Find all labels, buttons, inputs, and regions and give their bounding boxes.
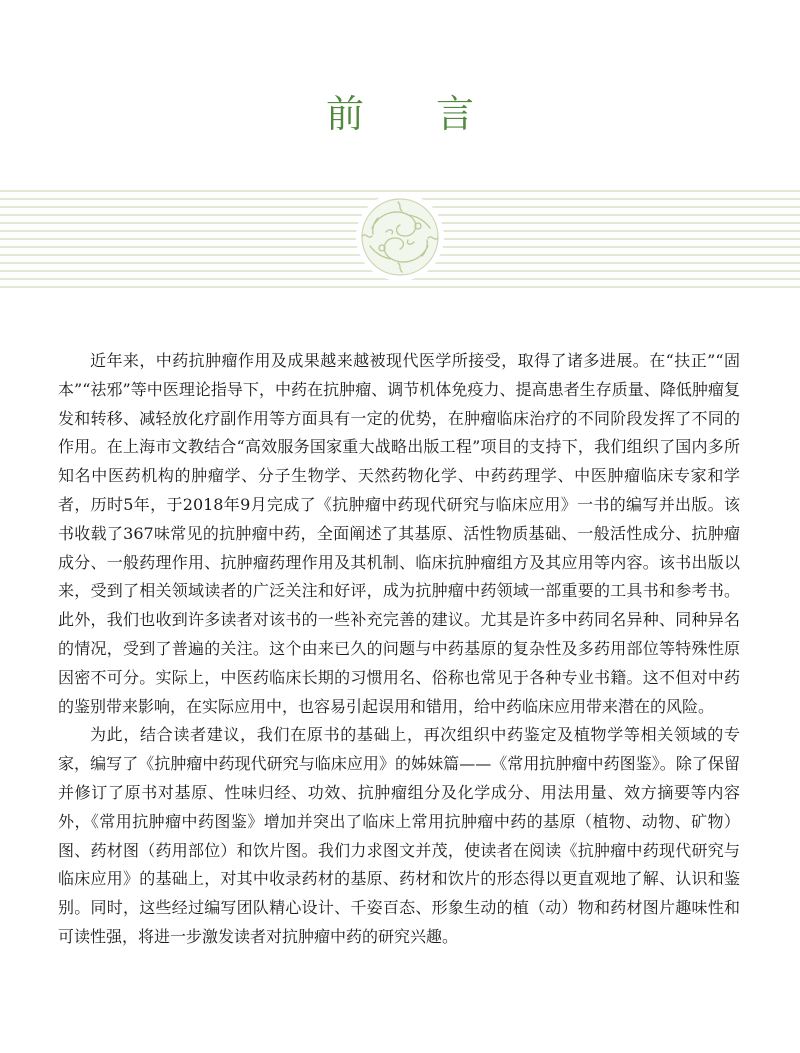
decorative-header-band [0,188,800,294]
preface-body [58,347,740,952]
floral-medallion-icon [356,193,444,281]
page-title: 前 言 [325,92,505,137]
paragraph: 为此，结合读者建议，我们在原书的基础上，再次组织中药鉴定及植物学等相关领域的专家，编写了《抗肿瘤中药现代研究与临床应用》的姊妹篇——《常用抗肿瘤中药图鉴》。除了保留并修订了原书对基原、性味归经、功效、抗肿瘤组分及化学成分、用法用量、效方摘要等内容外，《常用抗肿瘤中药图鉴》增加并突出了临床上常用抗肿瘤中药的基原（植物、动物、矿物）图、药材图（药用部位）和饮片图。我们力求图文并茂，使读者在阅读《抗肿瘤中药现代研究与临床应用》的基础上，对其中收录药材的基原、药材和饮片的形态得以更直观地了解、认识和鉴别。同时，这些经过编写团队精心设计、千姿百态、形象生动的植（动）物和药材图片趣味性和可读性强，将进一步激发读者对抗肿瘤中药的研究兴趣。 [58,725,740,946]
striped-band [0,188,800,294]
paragraph: 近年来，中药抗肿瘤作用及成果越来越被现代医学所接受，取得了诸多进展。在“扶正”“固本”“祛邪”等中医理论指导下，中药在抗肿瘤、调节机体免疫力、提高患者生存质量、降低肿瘤复发和转移、减轻放化疗副作用等方面具有一定的优势，在肿瘤临床治疗的不同阶段发挥了不同的作用。在上海市文教结合“高效服务国家重大战略出版工程”项目的支持下，我们组织了国内多所知名中医药机构的肿瘤学、分子生物学、天然药物化学、中药药理学、中医肿瘤临床专家和学者，历时5年，于2018年9月完成了《抗肿瘤中药现代研究与临床应用》一书的编写并出版。该书收载了367味常见的抗肿瘤中药，全面阐述了其基原、活性物质基础、一般活性成分、抗肿瘤成分、一般药理作用、抗肿瘤药理作用及其机制、临床抗肿瘤组方及其应用等内容。该书出版以来，受到了相关领域读者的广泛关注和好评，成为抗肿瘤中药领域一部重要的工具书和参考书。此外，我们也收到许多读者对该书的一些补充完善的建议。尤其是许多中药同名异种、同种异名的情况，受到了普遍的关注。这个由来已久的问题与中药基原的复杂性及多药用部位等特殊性原因密不可分。实际上，中医药临床长期的习惯用名、俗称也常见于各种专业书籍。这不但对中药的鉴别带来影响，在实际应用中，也容易引起误用和错用，给中药临床应用带来潜在的风险。 [58,351,740,716]
